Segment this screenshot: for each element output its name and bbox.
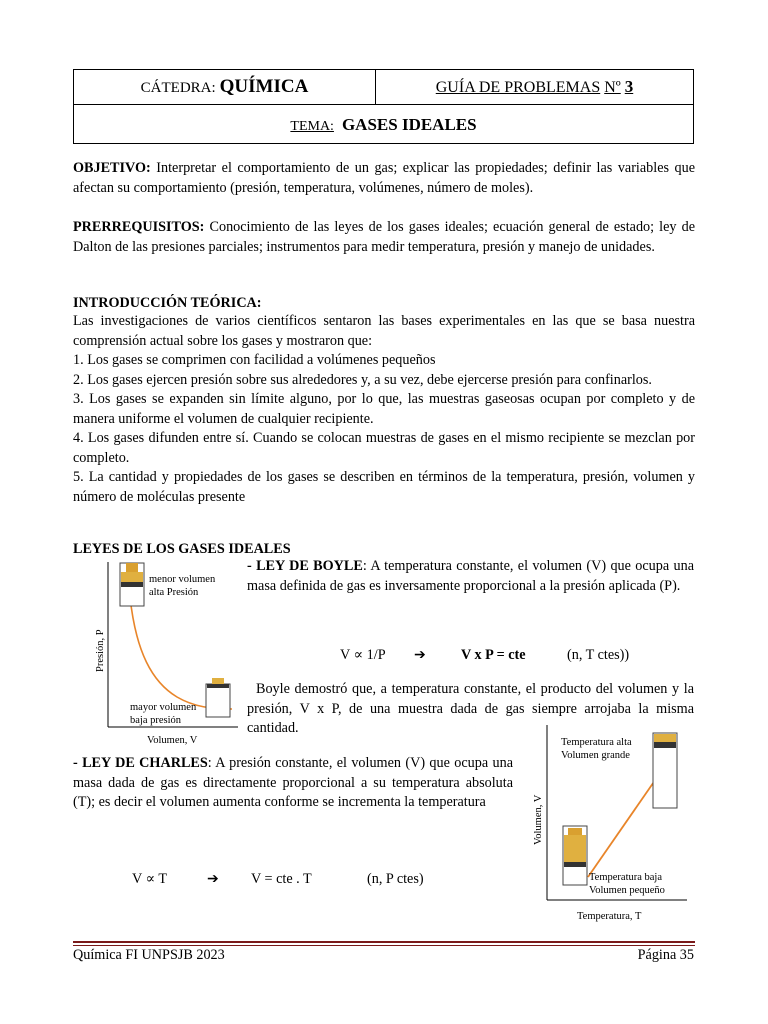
charles-label: - LEY DE CHARLES — [73, 755, 208, 771]
catedra-cell — [74, 70, 376, 104]
charles-formula-2: V = cte . T — [251, 871, 312, 887]
charles-bottom-label-2: Volumen pequeño — [589, 885, 665, 896]
prerrequisitos-paragraph — [73, 218, 695, 257]
charles-paragraph — [73, 754, 513, 813]
boyle-top-label-2: alta Presión — [149, 587, 199, 598]
footer-left: Química FI UNPSJB 2023 — [73, 947, 225, 963]
tema-label: TEMA: — [290, 119, 334, 134]
header-row-2 — [74, 105, 693, 144]
charles-cylinder-large — [653, 733, 677, 808]
guia-cell — [376, 70, 693, 104]
header-row-1 — [74, 70, 693, 105]
boyle-xlabel: Volumen, V — [147, 735, 198, 746]
charles-cylinder-small — [563, 826, 587, 885]
footer-page-number: Página 35 — [637, 947, 694, 963]
boyle-formula-2: V x P = cte — [461, 647, 526, 663]
introduccion-item: 2. Los gases ejercen presión sobre sus alrededores y, a su vez, debe ejercerse presión para confinarlos. — [73, 371, 652, 388]
objetivo-label: OBJETIVO: — [73, 160, 151, 176]
boyle-formula-1: V ∝ 1/P — [340, 647, 386, 663]
charles-top-label-1: Temperatura alta — [561, 737, 632, 748]
charles-text: : A presión constante, el volumen (V) que ocupa una masa dada de gas es directamente proporcional a su temperatura absoluta (T); es decir el volumen aumenta conforme se incrementa la temperatura — [73, 755, 513, 810]
boyle-bottom-label-1: mayor volumen — [130, 702, 197, 713]
introduccion-item: 5. La cantidad y propiedades de los gases se describen en términos de la temperatura, presión, volumen y número de moléculas presente — [73, 469, 695, 505]
catedra-label: CÁTEDRA: — [140, 80, 216, 96]
charles-top-label-2: Volumen grande — [561, 750, 630, 761]
prerrequisitos-text: Conocimiento de las leyes de los gases ideales; ecuación general de estado; ley de Dalton de las presiones parciales; instrumentos para medir temperatura, presión y manejo de unidades. — [73, 219, 696, 255]
boyle-paragraph-2: Boyle demostró que, a temperatura constante, el producto del volumen y la presión, V x P, de una muestra dada de gas siempre arrojaba la misma cantidad. — [247, 681, 694, 736]
boyle-cylinder-large — [206, 678, 230, 717]
catedra-value: QUÍMICA — [219, 76, 309, 97]
introduccion-item: 4. Los gases difunden entre sí. Cuando se colocan muestras de gases en el mismo recipiente se mezclan por completo. — [73, 430, 695, 466]
tema-value: GASES IDEALES — [341, 115, 477, 134]
introduccion-title: INTRODUCCIÓN TEÓRICA: — [73, 295, 262, 311]
guia-label: GUÍA DE PROBLEMAS — [435, 79, 601, 96]
boyle-top-label-1: menor volumen — [149, 574, 216, 585]
footer-rule — [73, 941, 695, 943]
charles-formula-arrow: ➔ — [207, 871, 219, 887]
charles-bottom-label-1: Temperatura baja — [589, 872, 663, 883]
charles-conditions: (n, P ctes) — [367, 871, 424, 887]
leyes-title: LEYES DE LOS GASES IDEALES — [73, 541, 291, 557]
charles-figure — [527, 725, 692, 925]
boyle-conditions: (n, T ctes)) — [567, 647, 630, 663]
guia-no: Nº — [604, 79, 621, 96]
boyle-cylinder-small — [120, 563, 144, 606]
boyle-bottom-label-2: baja presión — [130, 715, 182, 726]
objetivo-text: Interpretar el comportamiento de un gas; explicar las propiedades; definir las variables que afectan su comportamiento (presión, temperatura, volúmenes, número de moles). — [73, 160, 696, 196]
objetivo-paragraph — [73, 159, 695, 198]
boyle-formula-arrow: ➔ — [414, 647, 426, 663]
guia-num: 3 — [624, 77, 634, 96]
charles-formula-1: V ∝ T — [132, 871, 168, 887]
prerrequisitos-label: PRERREQUISITOS: — [73, 219, 205, 235]
boyle-ylabel: Presión, P — [95, 629, 106, 672]
header-table — [73, 69, 694, 144]
introduccion-item: 3. Los gases se expanden sin límite alguno, por lo que, las muestras gaseosas ocupan por completo y de manera uniforme el volumen de cualquier recipiente. — [73, 391, 695, 427]
introduccion-item: 1. Los gases se comprimen con facilidad a volúmenes pequeños — [73, 352, 436, 368]
boyle-label: - LEY DE BOYLE — [247, 558, 363, 574]
boyle-text: : A temperatura constante, el volumen (V) que ocupa una masa definida de gas es inversamente proporcional a la presión aplicada (P). — [247, 558, 695, 594]
boyle-paragraph — [247, 557, 694, 596]
footer-rule-thin — [73, 945, 695, 946]
charles-ylabel: Volumen, V — [533, 794, 544, 845]
boyle-figure — [92, 557, 244, 747]
introduccion-body — [73, 312, 695, 507]
charles-xlabel: Temperatura, T — [577, 911, 642, 922]
introduccion-intro: Las investigaciones de varios científicos sentaron las bases experimentales en las que se basa nuestra comprensión actual sobre los gases y mostraron que: — [73, 313, 695, 349]
